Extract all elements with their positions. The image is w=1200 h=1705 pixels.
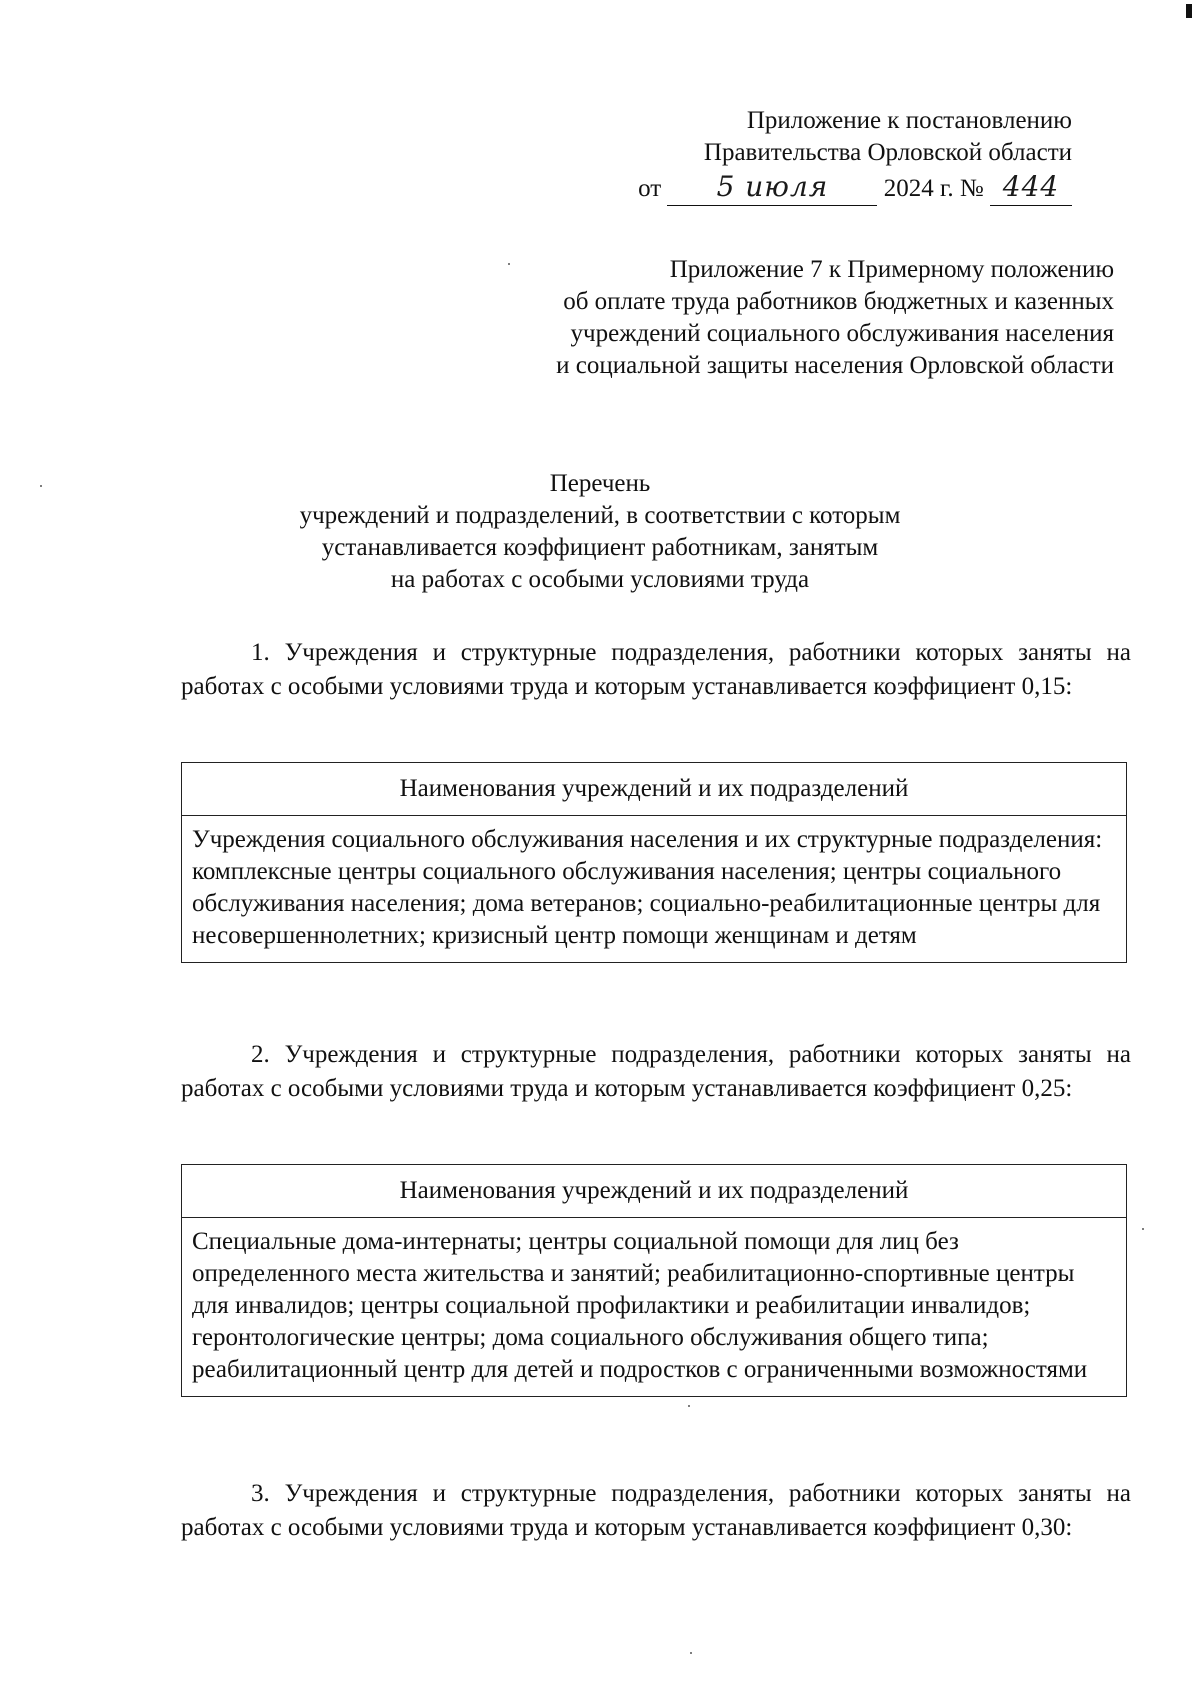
date-field [667, 171, 877, 206]
section-2-table-header: Наименования учреждений и их подразделений [182, 1165, 1127, 1218]
section-3-paragraph [181, 1477, 1131, 1545]
title-line-3: устанавливается коэффициент работникам, занятым [321, 534, 879, 561]
number-field [990, 171, 1072, 206]
year-text: 2024 г. № [883, 175, 984, 202]
section-1-table [181, 762, 1127, 963]
section-2-paragraph [181, 1038, 1131, 1106]
handwritten-number: 444 [1002, 170, 1060, 203]
scan-speck [690, 1652, 692, 1654]
annex-line-2: об оплате труда работников бюджетных и казенных [563, 288, 1114, 315]
scan-speck [508, 263, 510, 265]
document-title [0, 468, 1200, 596]
annex-line-1: Приложение 7 к Примерному положению [669, 256, 1114, 283]
scan-speck [1142, 1228, 1144, 1230]
header-line-1: Приложение к постановлению [746, 107, 1072, 134]
handwritten-date: 5 июля [716, 170, 829, 203]
annex-reference [556, 254, 1114, 382]
section-1-text: Учреждения и структурные подразделения, работники которых заняты на работах с особыми условиями труда и которым устанавливается коэффициент 0,15: [181, 639, 1131, 700]
section-1-table-header: Наименования учреждений и их подразделений [182, 763, 1127, 816]
title-line-1: Перечень [549, 470, 651, 497]
section-1-table-body: Учреждения социального обслуживания населения и их структурные подразделения: комплексные центры социального обслуживания населения; центры социального обслуживания населения; дома ветеранов; социально-реабилитационные центры для несовершеннолетних; кризисный центр помощи женщинам и детям [182, 816, 1127, 963]
appendix-header [638, 105, 1072, 206]
annex-line-4: и социальной защиты населения Орловской области [556, 352, 1114, 379]
scan-speck [688, 1405, 690, 1407]
section-2-table-body: Специальные дома-интернаты; центры социальной помощи для лиц без определенного места жительства и занятий; реабилитационно-спортивные центры для инвалидов; центры социальной профилактики и реабилитации инвалидов; геронтологические центры; дома социального обслуживания общего типа; реабилитационный центр для детей и подростков с ограниченными возможностями [182, 1218, 1127, 1397]
section-3-number: 3. [251, 1480, 270, 1507]
title-line-2: учреждений и подразделений, в соответствии с которым [299, 502, 901, 529]
title-line-4: на работах с особыми условиями труда [390, 566, 810, 593]
section-2-number: 2. [251, 1041, 270, 1068]
section-1-paragraph [181, 636, 1131, 704]
date-prefix: от [638, 175, 662, 202]
section-2-text: Учреждения и структурные подразделения, работники которых заняты на работах с особыми условиями труда и которым устанавливается коэффициент 0,25: [181, 1041, 1131, 1102]
date-line [638, 171, 1072, 206]
corner-mark [1186, 4, 1192, 18]
section-2-table [181, 1164, 1127, 1397]
section-3-text: Учреждения и структурные подразделения, работники которых заняты на работах с особыми условиями труда и которым устанавливается коэффициент 0,30: [181, 1480, 1131, 1541]
annex-line-3: учреждений социального обслуживания населения [570, 320, 1114, 347]
header-line-2: Правительства Орловской области [703, 139, 1072, 166]
section-1-number: 1. [251, 639, 270, 666]
scan-speck [40, 485, 42, 487]
